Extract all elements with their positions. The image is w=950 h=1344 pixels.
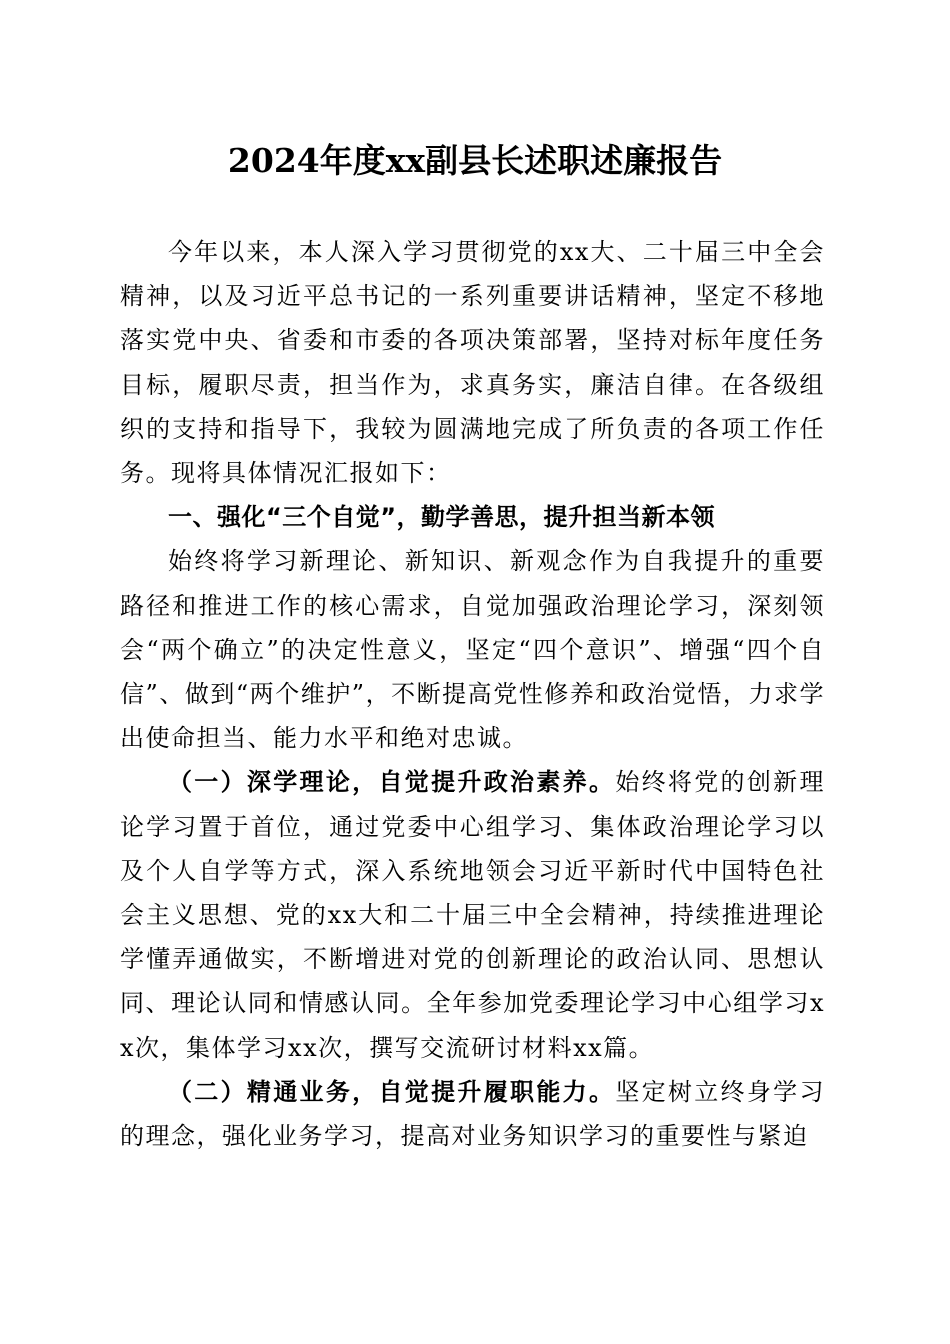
section-heading xyxy=(120,495,825,539)
section-paragraph-text: 始终将学习新理论、新知识、新观念作为自我提升的重要路径和推进工作的核心需求，自觉加强政治理论学习，深刻领会“两个确立”的决定性意义，坚定“四个意识”、增强“四个自信”、做到“两个维护”，不断提高党性修养和政治觉悟，力求学出使命担当、能力水平和绝对忠诚。 xyxy=(120,547,825,753)
subsection-lead-2: （二）精通业务，自觉提升履职能力。 xyxy=(168,1076,616,1106)
intro-text: 今年以来，本人深入学习贯彻党的xx大、二十届三中全会精神，以及习近平总书记的一系列重要讲话精神，坚定不移地落实党中央、省委和市委的各项决策部署，坚持对标年度任务目标，履职尽责，担当作为，求真务实，廉洁自律。在各级组织的支持和指导下，我较为圆满地完成了所负责的各项工作任务。现将具体情况汇报如下： xyxy=(120,238,825,488)
subsection-text-2: 坚定树立终身学习的理念，强化业务学习，提高对业务知识学习的重要性与紧迫 xyxy=(120,1077,825,1151)
document-title: 2024年度xx副县长述职述廉报告 xyxy=(227,141,723,180)
document-body xyxy=(120,230,825,1158)
subsection-paragraph-2 xyxy=(120,1070,825,1158)
section-paragraph xyxy=(120,539,825,760)
intro-paragraph xyxy=(120,230,825,495)
subsection-lead-1: （一）深学理论，自觉提升政治素养。 xyxy=(168,767,616,797)
subsection-paragraph-1 xyxy=(120,760,825,1069)
subsection-text-1: 始终将党的创新理论学习置于首位，通过党委中心组学习、集体政治理论学习以及个人自学等方式，深入系统地领会习近平新时代中国特色社会主义思想、党的xx大和二十届三中全会精神，持续推进理论学懂弄通做实，不断增进对党的创新理论的政治认同、思想认同、理论认同和情感认同。全年参加党委理论学习中心组学习xx次，集体学习xx次，撰写交流研讨材料xx篇。 xyxy=(120,768,825,1062)
section-heading-text: 一、强化“三个自觉”，勤学善思，提升担当新本领 xyxy=(168,503,716,532)
